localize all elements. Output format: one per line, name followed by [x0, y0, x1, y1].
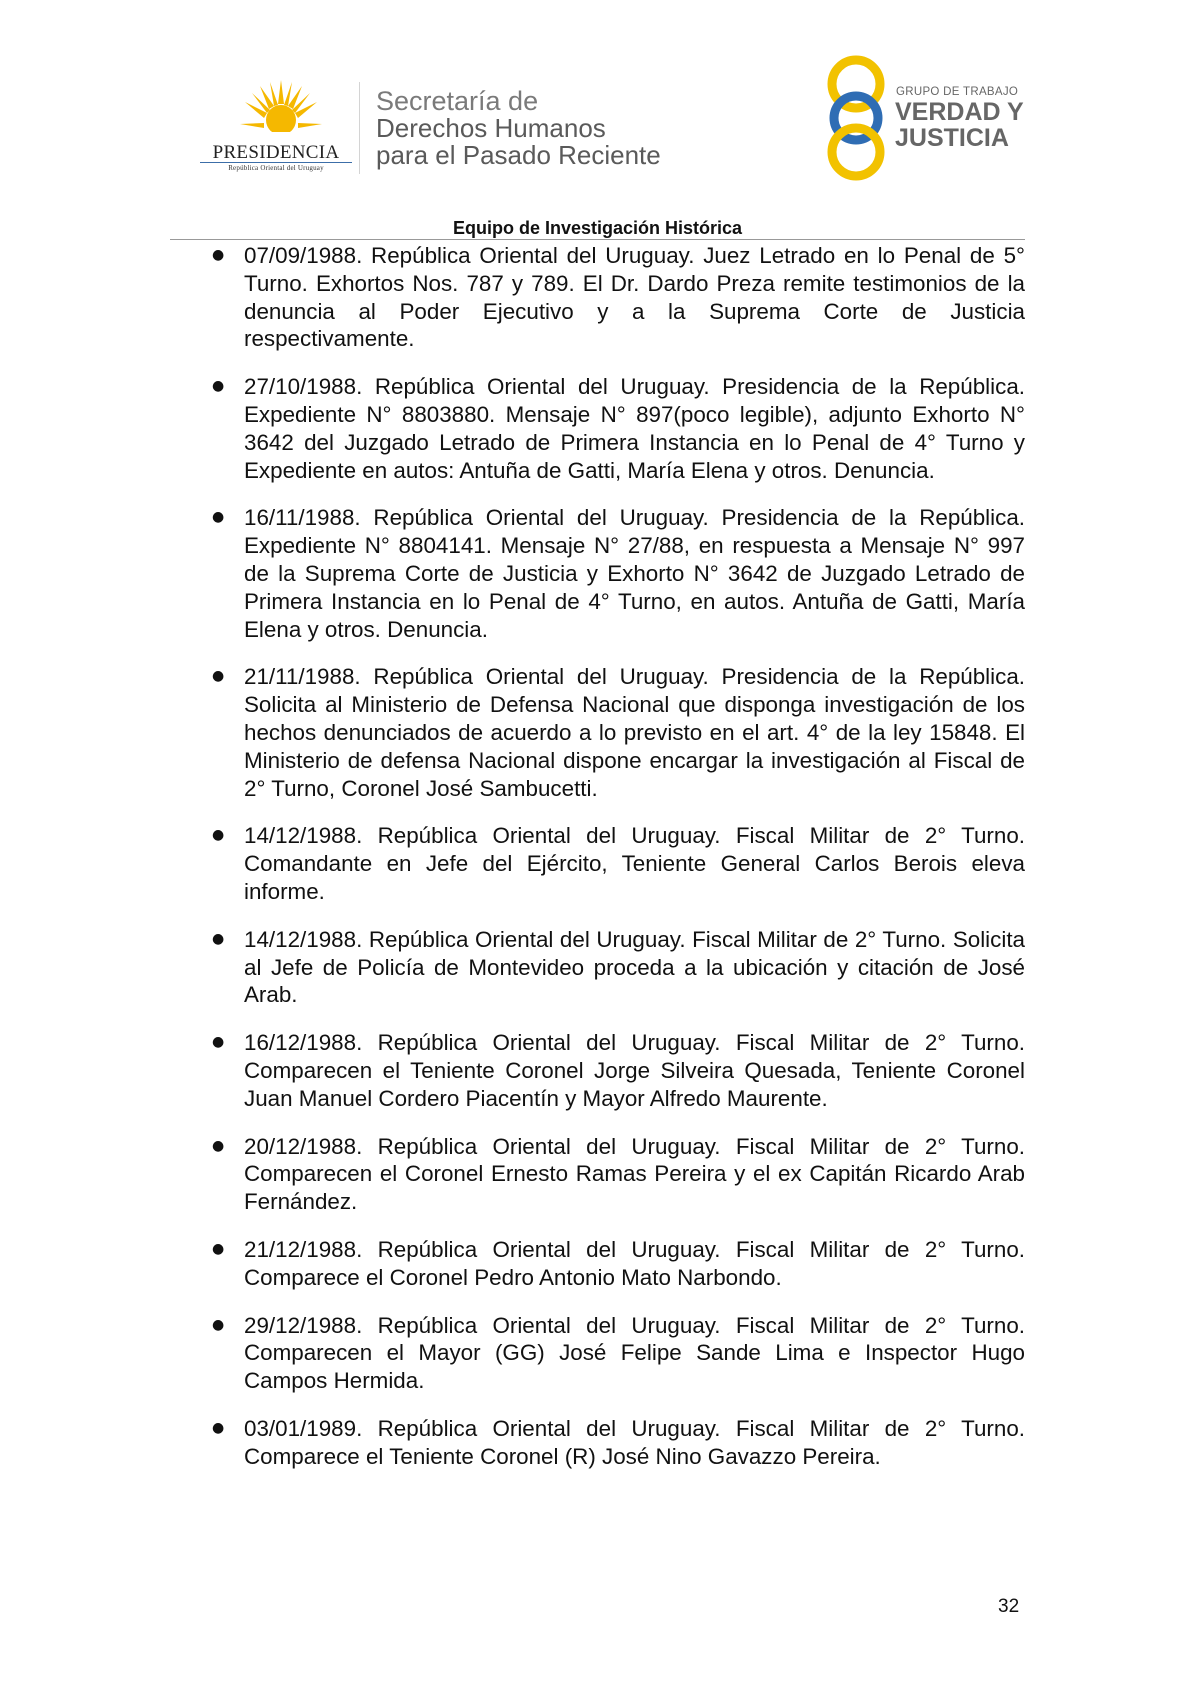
list-item: [200, 1236, 1025, 1292]
verdad-justicia-title-line-1: VERDAD Y: [895, 98, 1024, 126]
entry-text: 27/10/1988. República Oriental del Uruguay. Presidencia de la República. Expediente N° 8803880. Mensaje N° 897(poco legible), adjunto Exhorto N° 3642 del Juzgado Letrado de Primera Instancia en lo Penal de 4° Turno y Expediente en autos: Antuña de Gatti, María Elena y otros. Denuncia.: [244, 374, 1025, 483]
bullet-icon: ●: [212, 1419, 225, 1436]
sun-icon: [240, 78, 322, 140]
secretaria-line-1: Secretaría de: [376, 86, 539, 116]
verdad-justicia-title: [895, 99, 1024, 151]
presidencia-title: PRESIDENCIA: [212, 142, 340, 163]
verdad-justicia-title-line-2: JUSTICIA: [895, 124, 1009, 152]
entry-text: 03/01/1989. República Oriental del Uruguay. Fiscal Militar de 2° Turno. Comparece el Teniente Coronel (R) José Nino Gavazzo Pereira.: [244, 1415, 1025, 1469]
entry-list: [200, 242, 1025, 1490]
header-rule: [170, 239, 1025, 240]
list-item: [200, 663, 1025, 802]
list-item: [200, 1415, 1025, 1471]
bullet-icon: ●: [212, 378, 225, 395]
list-item: [200, 926, 1025, 1009]
list-item: [200, 373, 1025, 484]
entry-text: 21/12/1988. República Oriental del Uruguay. Fiscal Militar de 2° Turno. Comparece el Coronel Pedro Antonio Mato Narbondo.: [244, 1236, 1025, 1290]
list-item: [200, 1312, 1025, 1395]
entry-text: 14/12/1988. República Oriental del Uruguay. Fiscal Militar de 2° Turno. Comandante en Jefe del Ejército, Teniente General Carlos Berois eleva informe.: [244, 823, 1025, 904]
secretaria-line-3: para el Pasado Reciente: [376, 140, 661, 170]
verdad-justicia-caption: GRUPO DE TRABAJO: [896, 86, 1019, 98]
bullet-icon: ●: [212, 509, 225, 526]
page-number: 32: [998, 1596, 1020, 1617]
bullet-icon: ●: [212, 1034, 225, 1051]
bullet-icon: ●: [212, 1137, 225, 1154]
secretaria-wordmark: [376, 88, 661, 169]
bullet-icon: ●: [212, 247, 225, 263]
verdad-justicia-rings-icon: [820, 54, 892, 182]
secretaria-line-2: Derechos Humanos: [376, 113, 606, 143]
list-item: [200, 504, 1025, 643]
entry-text: 21/11/1988. República Oriental del Uruguay. Presidencia de la República. Solicita al Ministerio de Defensa Nacional que disponga investigación de los hechos denunciados de acuerdo a lo previsto en el art. 4° de la ley 15848. El Ministerio de defensa Nacional dispone encargar la investigación al Fiscal de 2° Turno, Coronel José Sambucetti.: [244, 664, 1025, 801]
list-item: [200, 1133, 1025, 1216]
entry-text: 07/09/1988. República Oriental del Uruguay. Juez Letrado en lo Penal de 5° Turno. Exhortos Nos. 787 y 789. El Dr. Dardo Preza remite testimonios de la denuncia al Poder Ejecutivo y a la Suprema Corte de Justicia respectivamente.: [244, 243, 1025, 352]
entry-text: 16/11/1988. República Oriental del Uruguay. Presidencia de la República. Expediente N° 8804141. Mensaje N° 27/88, en respuesta a Mensaje N° 997 de la Suprema Corte de Justicia y Exhorto N° 3642 de Juzgado Letrado de Primera Instancia en lo Penal de 4° Turno, en autos. Antuña de Gatti, María Elena y otros. Denuncia.: [244, 505, 1025, 642]
bullet-icon: ●: [212, 1316, 225, 1333]
bullet-icon: ●: [212, 668, 225, 685]
bullet-icon: ●: [212, 827, 225, 844]
list-item: [200, 242, 1025, 353]
entry-text: 29/12/1988. República Oriental del Uruguay. Fiscal Militar de 2° Turno. Comparecen el Mayor (GG) José Felipe Sande Lima e Inspector Hugo Campos Hermida.: [244, 1312, 1025, 1394]
presidencia-logo: [196, 78, 356, 178]
bullet-icon: ●: [212, 930, 225, 947]
presidencia-subtitle: República Oriental del Uruguay: [228, 164, 324, 172]
entry-text: 14/12/1988. República Oriental del Uruguay. Fiscal Militar de 2° Turno. Solicita al Jefe de Policía de Montevideo proceda a la ubicación y citación de José Arab.: [244, 926, 1025, 1008]
entry-text: 20/12/1988. República Oriental del Uruguay. Fiscal Militar de 2° Turno. Comparecen el Coronel Ernesto Ramas Pereira y el ex Capitán Ricardo Arab Fernández.: [244, 1133, 1025, 1215]
list-item: [200, 1029, 1025, 1112]
list-item: [200, 822, 1025, 905]
bullet-icon: ●: [212, 1240, 225, 1257]
header-title: Equipo de Investigación Histórica: [452, 218, 743, 238]
logo-separator: [359, 82, 360, 174]
entry-text: 16/12/1988. República Oriental del Uruguay. Fiscal Militar de 2° Turno. Comparecen el Teniente Coronel Jorge Silveira Quesada, Teniente Coronel Juan Manuel Cordero Piacentín y Mayor Alfredo Maurente.: [244, 1030, 1025, 1111]
verdad-justicia-logo: [820, 54, 1030, 182]
